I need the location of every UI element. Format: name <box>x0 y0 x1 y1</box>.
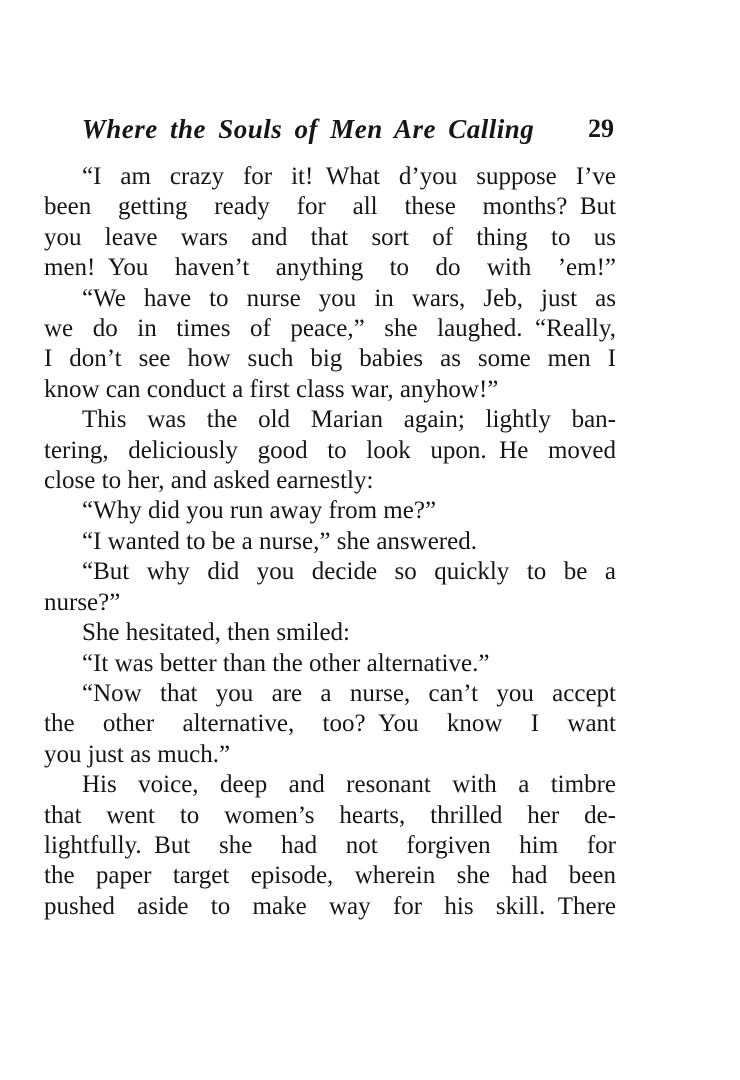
paragraph <box>44 405 616 496</box>
text-line: we do in times of peace,” she laughed. “Really, <box>44 315 616 343</box>
text-line: “I am crazy for it! What d’you suppose I’ve <box>82 163 616 190</box>
paragraph <box>44 679 616 770</box>
text-line: that went to women’s hearts, thrilled her de- <box>44 801 616 829</box>
text-line: know can conduct a first class war, anyhow!” <box>44 375 499 403</box>
paragraph <box>44 496 616 526</box>
text-line: you leave wars and that sort of thing to us <box>44 223 616 251</box>
text-line: close to her, and asked earnestly: <box>44 467 374 495</box>
text-line: “Why did you run away from me?” <box>82 497 437 525</box>
text-line: I don’t see how such big babies as some men I <box>44 345 616 373</box>
text-line: the other alternative, too? You know I want <box>44 710 616 738</box>
text-line: you just as much.” <box>44 740 231 768</box>
paragraph <box>44 557 616 618</box>
text-line: “But why did you decide so quickly to be a <box>82 558 616 586</box>
text-line: the paper target episode, wherein she had been <box>44 862 616 890</box>
text-line: This was the old Marian again; lightly ban- <box>82 406 616 434</box>
paragraph <box>44 162 616 284</box>
text-line: “It was better than the other alternative.” <box>82 649 490 677</box>
text-block <box>44 162 616 922</box>
text-line: She hesitated, then smiled: <box>82 619 351 647</box>
text-line: lightfully. But she had not forgiven him for <box>44 831 616 859</box>
paragraph <box>44 284 616 406</box>
text-line: “We have to nurse you in wars, Jeb, just as <box>82 284 616 312</box>
text-line: “I wanted to be a nurse,” she answered. <box>82 527 477 555</box>
running-head <box>44 112 616 146</box>
running-head-title: Where the Souls of Men Are Calling <box>81 114 535 144</box>
text-line: tering, deliciously good to look upon. He moved <box>44 436 616 464</box>
text-line: nurse?” <box>44 588 121 616</box>
text-line: “Now that you are a nurse, can’t you accept <box>82 679 616 707</box>
paragraph <box>44 770 616 922</box>
text-line: men! You haven’t anything to do with ’em!” <box>44 254 616 282</box>
paragraph <box>44 649 616 679</box>
text-line: pushed aside to make way for his skill. There <box>44 892 616 920</box>
text-line: been getting ready for all these months? But <box>44 193 616 221</box>
paragraph <box>44 527 616 557</box>
page-number: 29 <box>588 114 614 143</box>
paragraph <box>44 618 616 648</box>
text-line: His voice, deep and resonant with a timbre <box>82 771 616 799</box>
